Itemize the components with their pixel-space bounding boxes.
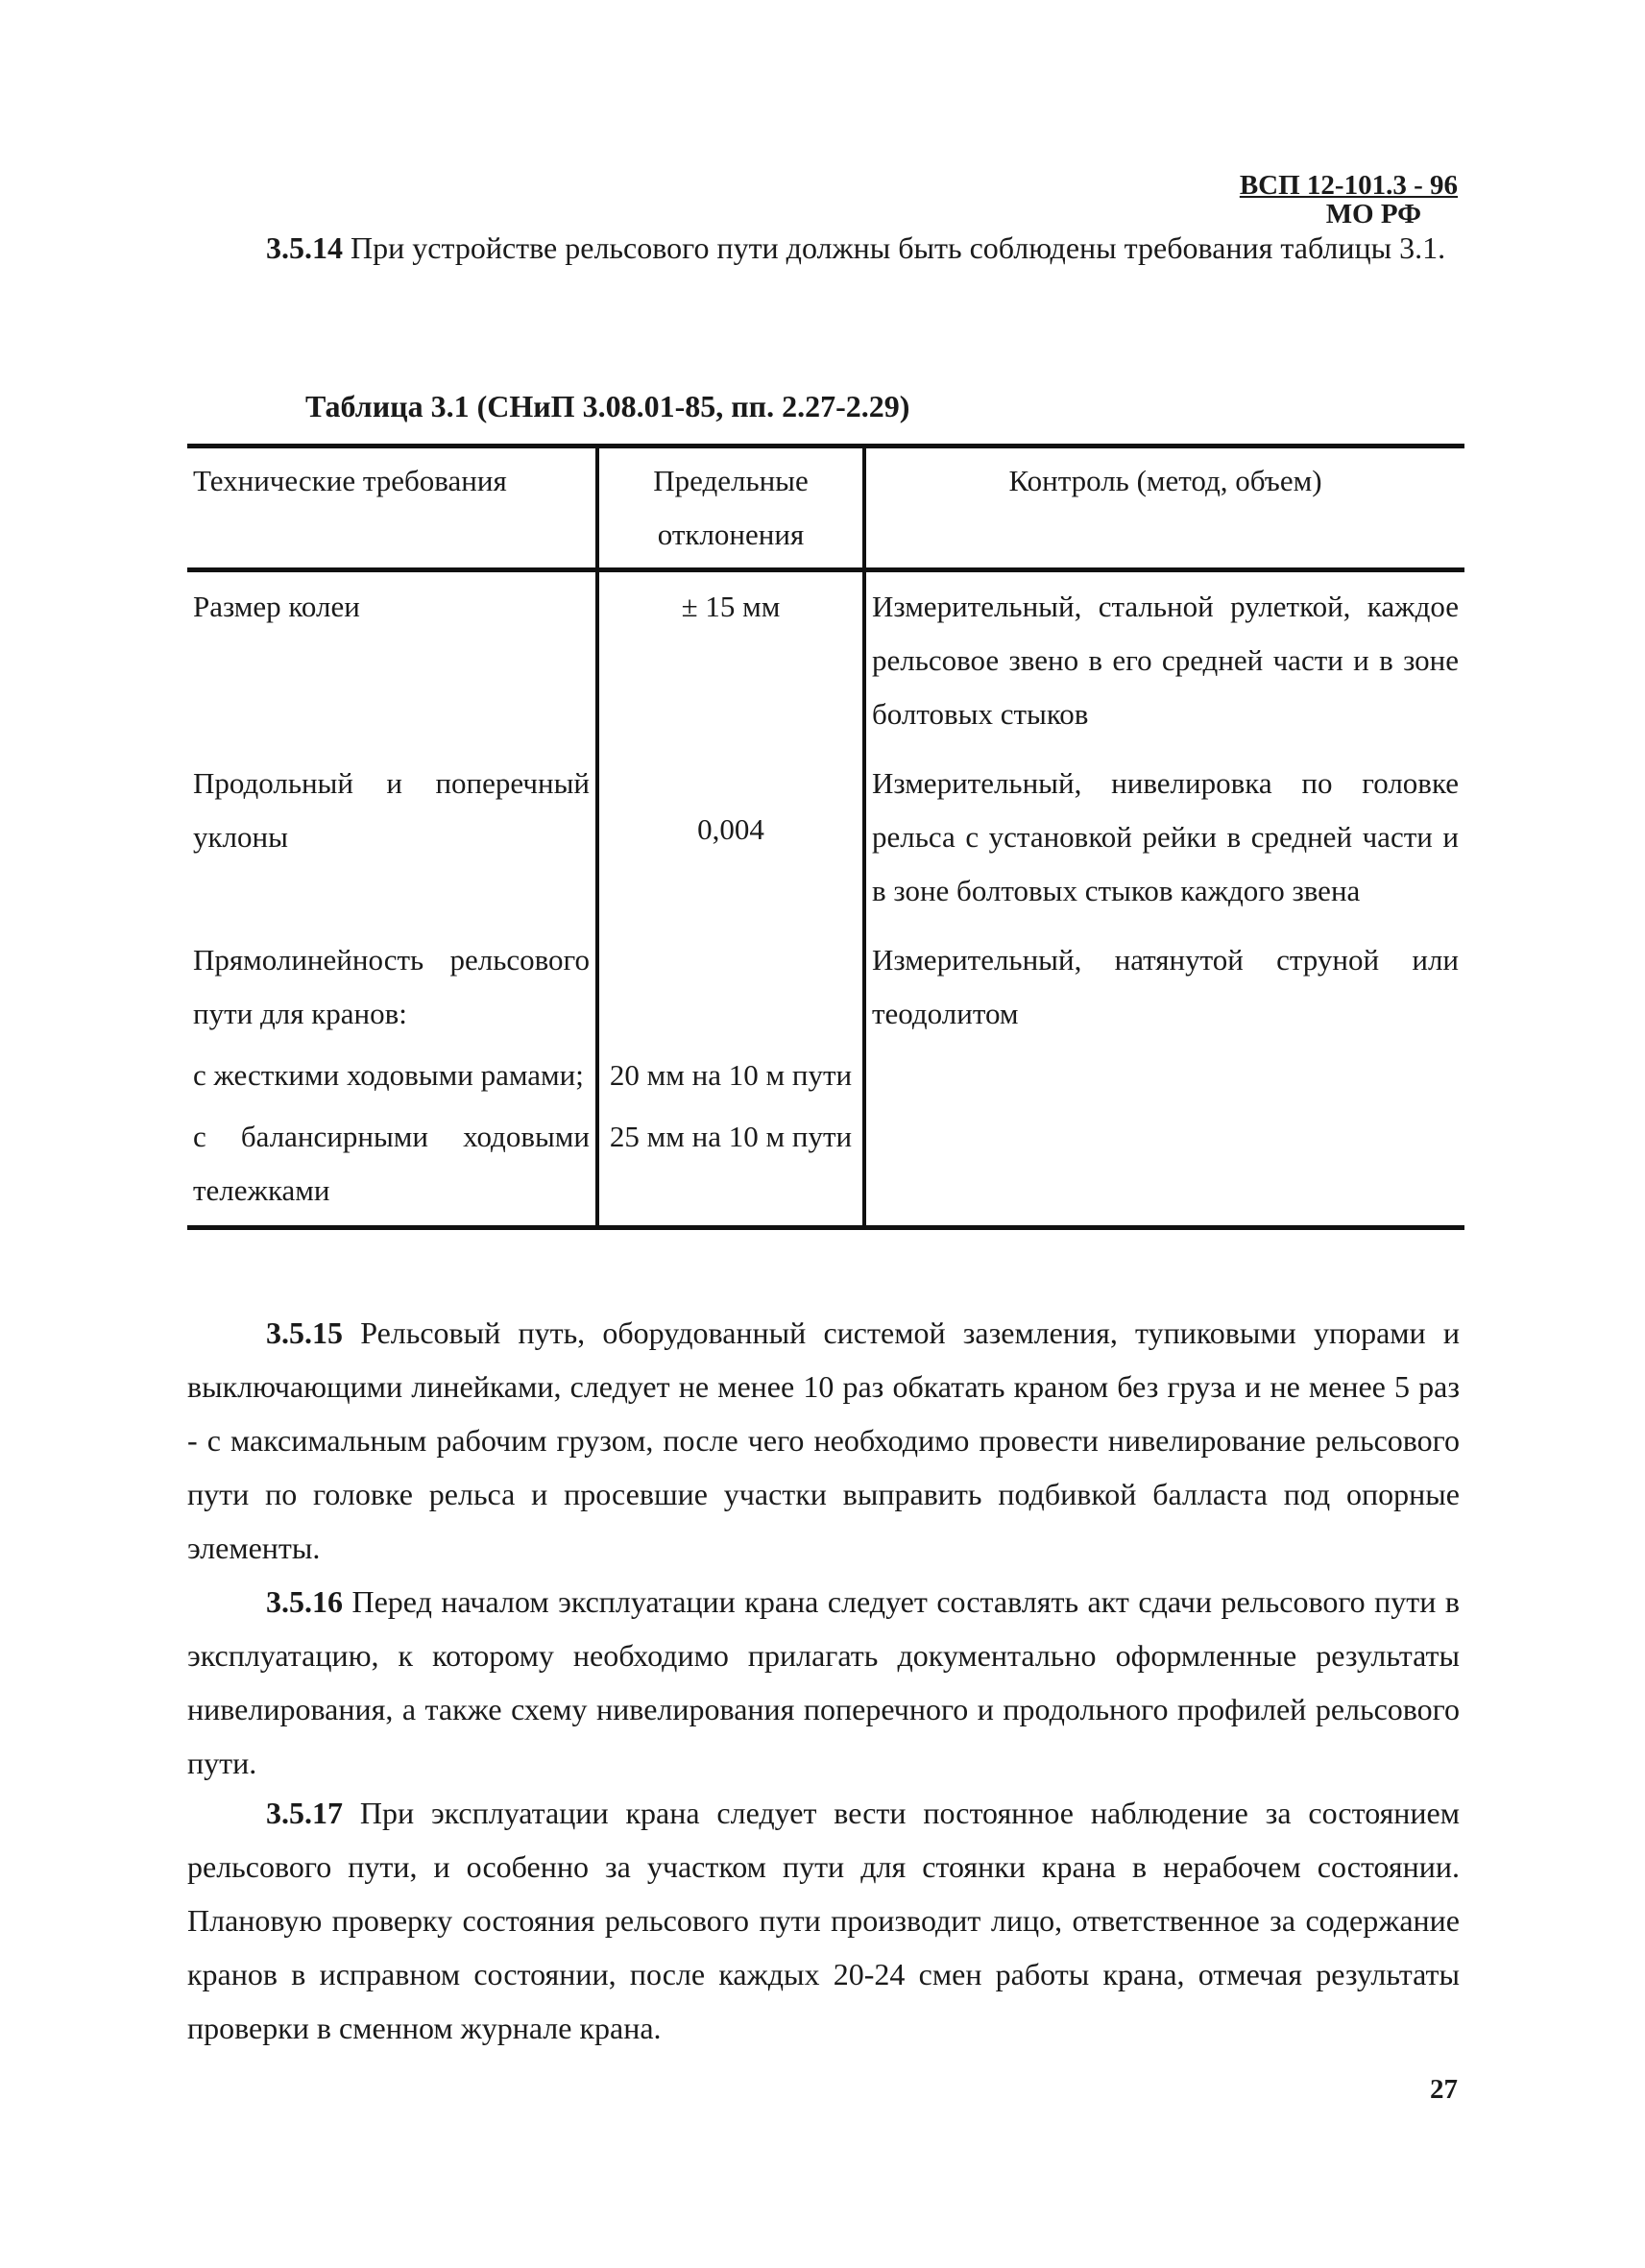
document-organization: МО РФ — [1325, 199, 1421, 230]
document-code: ВСП 12-101.3 - 96 — [1239, 170, 1458, 201]
table-row — [187, 570, 1464, 750]
paragraph-text: При устройстве рельсового пути должны быть соблюдены требования таблицы 3.1. — [343, 230, 1446, 265]
paragraph-number: 3.5.17 — [266, 1796, 343, 1830]
requirements-table — [187, 444, 1464, 1230]
table-row — [187, 1049, 1464, 1110]
header-control: Контроль (метод, объем) — [1008, 464, 1322, 497]
header-technical-requirements: Технические требования — [187, 446, 597, 570]
cell-control: Измерительный, стальной рулеткой, каждое рельсовое звено в его средней части и в зоне болтовых стыков — [872, 590, 1459, 731]
cell-tolerance: 0,004 — [597, 749, 864, 926]
paragraph-3-5-14 — [187, 221, 1460, 275]
paragraph-text: При эксплуатации крана следует вести постоянное наблюдение за состоянием рельсового пути, и особенно за участком пути для стоянки крана в нерабочем состоянии. Плановую проверку состояния рельсового пути производит лицо, ответственное за содержание кранов в исправном состоянии, после каждых 20-24 смен работы крана, отмечая результаты проверки в сменном журнале крана. — [187, 1796, 1460, 2045]
table-header-row — [187, 446, 1464, 570]
paragraph-number: 3.5.14 — [266, 230, 343, 265]
cell-control — [864, 1049, 1464, 1110]
cell-control: Измерительный, натянутой струной или теодолитом — [872, 943, 1459, 1030]
table-row — [187, 1110, 1464, 1228]
cell-control: Измерительный, нивелировка по головке рельса с установкой рейки в средней части и в зоне болтовых стыков каждого звена — [872, 766, 1459, 907]
cell-requirement: с жесткими ходовыми рамами; — [187, 1049, 597, 1110]
paragraph-3-5-15 — [187, 1306, 1460, 1575]
cell-requirement: с балансирными ходовыми тележками — [187, 1110, 597, 1228]
paragraph-text: Рельсовый путь, оборудованный системой заземления, тупиковыми упорами и выключающими линейками, следует не менее 10 раз обкатать краном без груза и не менее 5 раз - с максимальным рабочим грузом, после чего необходимо провести нивелирование рельсового пути по головке рельса и просевшие участки выправить подбивкой балласта под опорные элементы. — [187, 1315, 1460, 1565]
cell-tolerance: 25 мм на 10 м пути — [597, 1110, 864, 1228]
paragraph-3-5-17 — [187, 1786, 1460, 2055]
cell-tolerance: 20 мм на 10 м пути — [597, 1049, 864, 1110]
paragraph-text: Перед началом эксплуатации крана следует составлять акт сдачи рельсового пути в эксплуатацию, к которому необходимо прилагать документально оформленные результаты нивелирования, а также схему нивелирования поперечного и продольного профилей рельсового пути. — [187, 1584, 1460, 1780]
cell-tolerance: ± 15 мм — [597, 570, 864, 750]
table-row — [187, 926, 1464, 1049]
paragraph-3-5-16 — [187, 1575, 1460, 1790]
cell-requirement: Размер колеи — [187, 570, 597, 750]
cell-control — [864, 1110, 1464, 1228]
cell-tolerance — [597, 926, 864, 1049]
table-row — [187, 749, 1464, 926]
cell-requirement: Продольный и поперечный уклоны — [187, 749, 597, 926]
page-number: 27 — [1430, 2074, 1458, 2105]
paragraph-number: 3.5.16 — [266, 1584, 343, 1619]
table-caption: Таблица 3.1 (СНиП 3.08.01-85, пп. 2.27-2.29) — [305, 389, 910, 423]
paragraph-number: 3.5.15 — [266, 1315, 343, 1350]
header-tolerances: Предельные отклонения — [597, 446, 864, 570]
cell-requirement: Прямолинейность рельсового пути для кранов: — [187, 926, 597, 1049]
